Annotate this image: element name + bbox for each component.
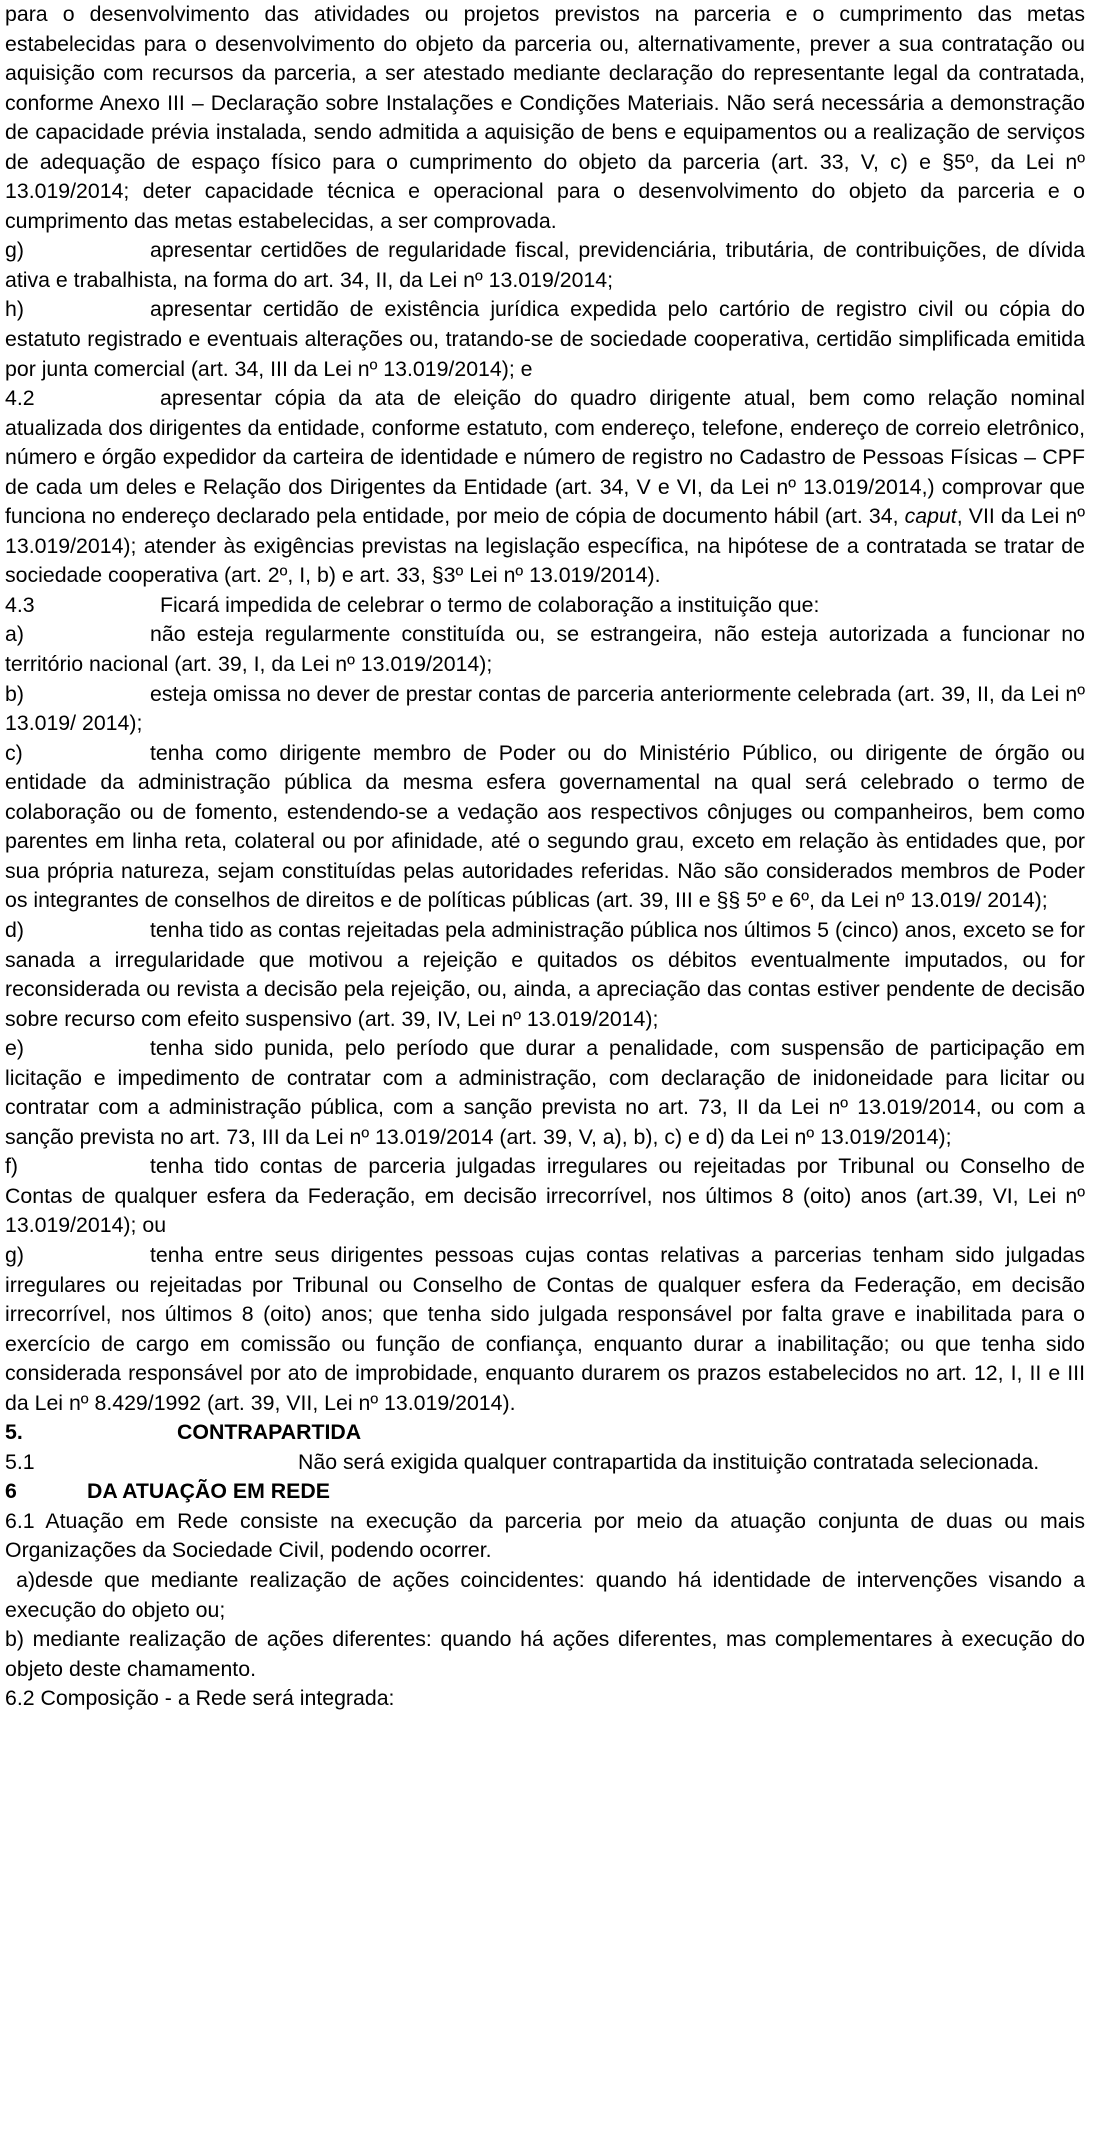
heading-number: 5. <box>5 1420 23 1445</box>
section-text-italic: caput <box>904 504 957 529</box>
item-text: tenha como dirigente membro de Poder ou do Ministério Público, ou dirigente de órgão ou entidade da administração pública da mesma esfera governamental na qual será celebrado o termo de colaboração ou de fomento, estendendo-se a vedação aos respectivos cônjuges ou companheiros, bem como parentes em linha reta, colateral ou por afinidade, até o segundo grau, exceto em relação às entidades que, por sua própria natureza, sejam constituídas pelas autoridades referidas. Não são considerados membros de Poder os integrantes de conselhos de direitos e de políticas públicas (art. 39, III e §§ 5º e 6º, da Lei nº 13.019/ 2014); <box>5 740 1085 913</box>
item-label: h) <box>5 297 24 322</box>
item-text: tenha tido as contas rejeitadas pela administração pública nos últimos 5 (cinco) anos, exceto se for sanada a irregularidade que motivou a rejeição e quitados os débitos eventualmente imputados, ou for reconsiderada ou revista a decisão pela rejeição, ou, ainda, a apreciação das contas estiver pendente de decisão sobre recurso com efeito suspensivo (art. 39, IV, Lei nº 13.019/2014); <box>5 917 1085 1031</box>
item-f <box>5 1152 1085 1241</box>
heading-number: 6 <box>5 1479 17 1504</box>
item-label: e) <box>5 1036 24 1061</box>
item-label: d) <box>5 917 24 942</box>
section-4-2 <box>5 384 1085 591</box>
section-6-1: 6.1 Atuação em Rede consiste na execução da parceria por meio da atuação conjunta de duas ou mais Organizações da Sociedade Civil, podendo ocorrer. <box>5 1508 1085 1563</box>
item-a <box>5 620 1085 679</box>
heading-atuacao-rede <box>5 1477 1085 1507</box>
item-g-dirigentes <box>5 1241 1085 1418</box>
item-text: apresentar certidões de regularidade fiscal, previdenciária, tributária, de contribuições, de dívida ativa e trabalhista, na forma do art. 34, II, da Lei nº 13.019/2014; <box>5 238 1085 292</box>
section-label: 4.2 <box>5 386 35 411</box>
section-text-b: , VII da Lei nº 13.019/2014); atender às exigências previstas na legislação específica, na hipótese de a contratada se tratar de sociedade cooperativa (art. 2º, I, b) e art. 33, §3º Lei nº 13.019/2014). <box>5 504 1085 588</box>
section-4-3 <box>5 591 1085 621</box>
item-rede-b: b) mediante realização de ações diferentes: quando há ações diferentes, mas complementares à execução do objeto deste chamamento. <box>5 1627 1085 1681</box>
item-label: c) <box>5 740 23 765</box>
item-text: tenha entre seus dirigentes pessoas cujas contas relativas a parcerias tenham sido julgadas irregulares ou rejeitadas por Tribunal ou Conselho de Contas de qualquer esfera da Federação, em decisão irrecorrível, nos últimos 8 (oito) anos; que tenha sido julgada responsável por falta grave e inabilitada para o exercício de cargo em comissão ou função de confiança, enquanto durar a inabilitação; ou que tenha sido considerada responsável por ato de improbidade, enquanto durarem os prazos estabelecidos no art. 12, I, II e III da Lei nº 8.429/1992 (art. 39, VII, Lei nº 13.019/2014). <box>5 1242 1085 1415</box>
section-5-1 <box>5 1448 1085 1478</box>
item-text: apresentar certidão de existência jurídica expedida pelo cartório de registro civil ou cópia do estatuto registrado e eventuais alterações ou, tratando-se de sociedade cooperativa, certidão simplificada emitida por junta comercial (art. 34, III da Lei nº 13.019/2014); e <box>5 297 1085 381</box>
item-c <box>5 739 1085 916</box>
item-g-certidoes <box>5 236 1085 295</box>
item-label: g) <box>5 1242 24 1267</box>
section-label: 5.1 <box>5 1449 35 1474</box>
item-label: f) <box>5 1154 19 1179</box>
item-label: b) <box>5 681 24 706</box>
item-label: a) <box>5 622 24 647</box>
item-h-existencia <box>5 295 1085 384</box>
item-d <box>5 916 1085 1034</box>
section-text: Ficará impedida de celebrar o termo de colaboração a instituição que: <box>160 592 820 617</box>
item-text: tenha sido punida, pelo período que durar a penalidade, com suspensão de participação em licitação e impedimento de contratar com a administração, com declaração de inidoneidade para licitar ou contratar com a administração pública, com a sanção prevista no art. 73, II da Lei nº 13.019/2014, ou com a sanção prevista no art. 73, III da Lei nº 13.019/2014 (art. 39, V, a), b), c) e d) da Lei nº 13.019/2014); <box>5 1036 1085 1149</box>
section-label: 4.3 <box>5 592 35 617</box>
heading-contrapartida <box>5 1418 1085 1448</box>
heading-title: DA ATUAÇÃO EM REDE <box>87 1479 330 1504</box>
item-text: esteja omissa no dever de prestar contas de parceria anteriormente celebrada (art. 39, II, da Lei nº 13.019/ 2014); <box>5 681 1085 736</box>
section-6-2: 6.2 Composição - a Rede será integrada: <box>5 1686 395 1711</box>
paragraph-capacity: para o desenvolvimento das atividades ou projetos previstos na parceria e o cumprimento das metas estabelecidas para o desenvolvimento do objeto da parceria ou, alternativamente, prever a sua contratação ou aquisição com recursos da parceria, a ser atestado mediante declaração do representante legal da contratada, conforme Anexo III – Declaração sobre Instalações e Condições Materiais. Não será necessária a demonstração de capacidade prévia instalada, sendo admitida a aquisição de bens e equipamentos ou a realização de serviços de adequação de espaço físico para o cumprimento do objeto da parceria (art. 33, V, c) e §5º, da Lei nº 13.019/2014; deter capacidade técnica e operacional para o desenvolvimento do objeto da parceria e o cumprimento das metas estabelecidas, a ser comprovada. <box>5 2 1085 233</box>
item-b <box>5 680 1085 739</box>
section-text: Não será exigida qualquer contrapartida da instituição contratada selecionada. <box>298 1449 1040 1474</box>
item-text: não esteja regularmente constituída ou, se estrangeira, não esteja autorizada a funcionar no território nacional (art. 39, I, da Lei nº 13.019/2014); <box>5 622 1085 677</box>
item-text: tenha tido contas de parceria julgadas irregulares ou rejeitadas por Tribunal ou Conselho de Contas de qualquer esfera da Federação, em decisão irrecorrível, nos últimos 8 (oito) anos (art.39, VI, Lei nº 13.019/2014); ou <box>5 1154 1085 1238</box>
item-rede-a: a)desde que mediante realização de ações coincidentes: quando há identidade de intervenções visando a execução do objeto ou; <box>5 1567 1091 1622</box>
item-label: g) <box>5 238 24 263</box>
section-text-a: apresentar cópia da ata de eleição do quadro dirigente atual, bem como relação nominal atualizada dos dirigentes da entidade, conforme estatuto, com endereço, telefone, endereço de correio eletrônico, número e órgão expedidor da carteira de identidade e número de registro no Cadastro de Pessoas Físicas – CPF de cada um deles e Relação dos Dirigentes da Entidade (art. 34, V e VI, da Lei nº 13.019/2014,) comprovar que funciona no endereço declarado pela entidade, por meio de cópia de documento hábil (art. 34, <box>5 386 1085 529</box>
heading-title: CONTRAPARTIDA <box>177 1420 362 1445</box>
item-e <box>5 1034 1085 1152</box>
